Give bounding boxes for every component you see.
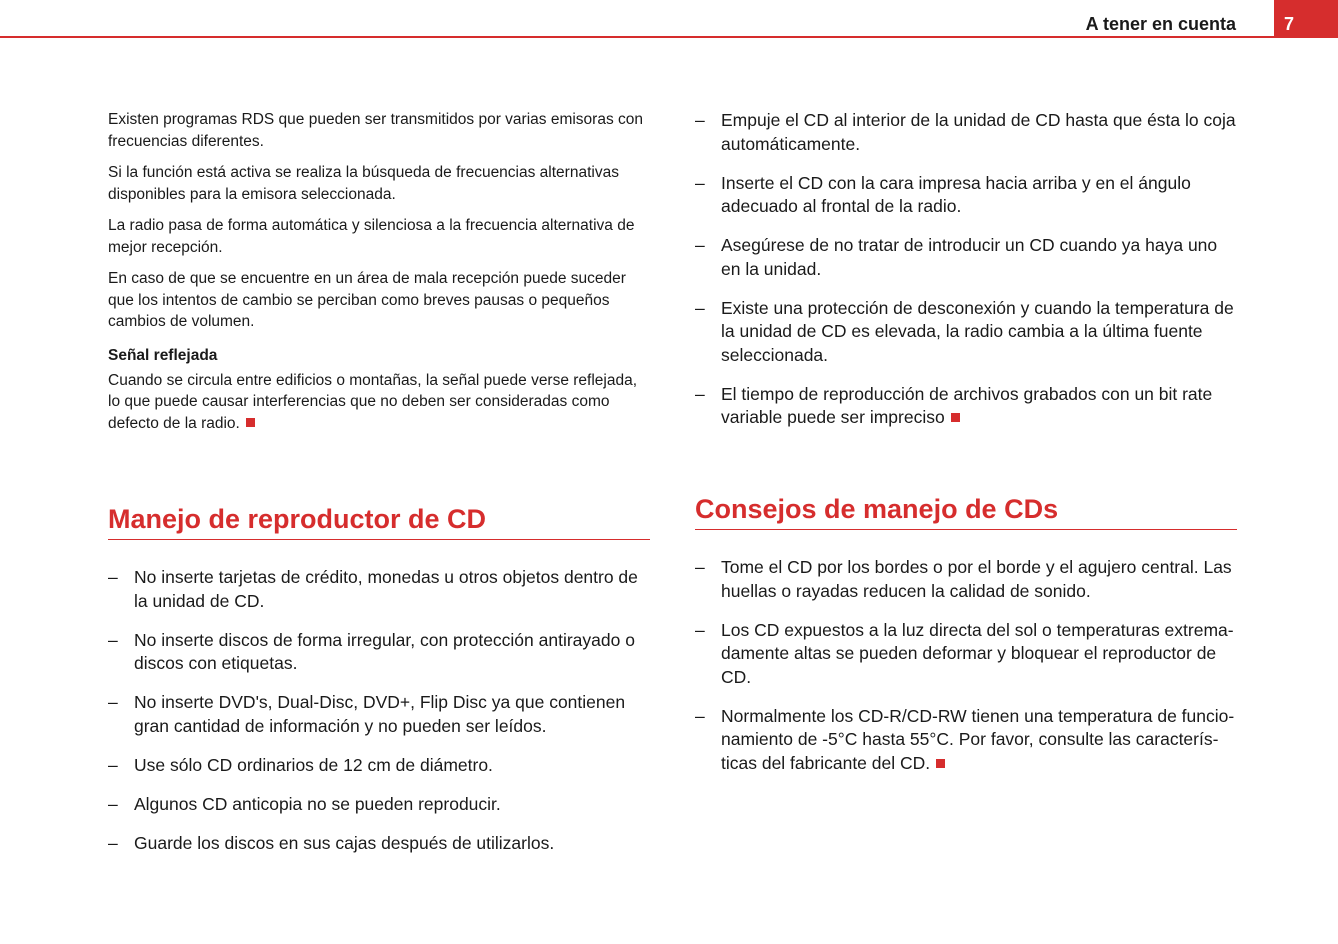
list-item: – No inserte DVD's, Dual-Disc, DVD+, Flip Disc ya que contienen gran cantidad de información y no pueden ser leídos. xyxy=(108,692,626,736)
right-top xyxy=(695,109,1237,445)
paragraph-senal-reflejada: Cuando se circula entre edificios o montañas, la señal puede verse reflejada, lo que puede causar interferencias que no deben ser consideradas como defecto de la radio. xyxy=(108,371,638,432)
paragraph: En caso de que se encuentre en un área de mala recepción puede suceder que los intentos de cambio se perciban como breves pausas o pequeños cambios de volumen. xyxy=(108,270,626,330)
paragraph: Si la función está activa se realiza la búsqueda de frecuencias alternativas disponibles para la emisora seleccionada. xyxy=(108,164,619,203)
list-item: – Inserte el CD con la cara impresa hacia arriba y en el ángulo adecuado al frontal de la radio. xyxy=(695,172,1191,216)
paragraph: La radio pasa de forma automática y silenciosa a la frecuencia alternativa de mejor recepción. xyxy=(108,217,635,256)
end-marker-icon xyxy=(936,759,945,768)
left-intro xyxy=(108,109,650,444)
list-item: – Existe una protección de desconexión y cuando la temperatura de la unidad de CD es elevada, la radio cambia a la última fuente seleccionada. xyxy=(695,297,1234,365)
running-header: A tener en cuenta xyxy=(1085,14,1236,34)
list-item: – Asegúrese de no tratar de introducir un CD cuando ya haya uno en la unidad. xyxy=(695,235,1218,279)
list-item: – Use sólo CD ordinarios de 12 cm de diámetro. xyxy=(108,754,493,775)
end-marker-icon xyxy=(246,418,255,427)
section-title-manejo-cd: Manejo de reproductor de CD xyxy=(108,503,650,540)
list-item: – El tiempo de reproducción de archivos grabados con un bit rate variable puede ser impreciso xyxy=(695,383,1213,427)
paragraph: Existen programas RDS que pueden ser transmitidos por varias emisoras con frecuencias diferentes. xyxy=(108,111,643,150)
list-item: – No inserte discos de forma irregular, con protección antirayado o discos con etiquetas. xyxy=(108,629,635,673)
end-marker-icon xyxy=(951,413,960,422)
page-number: 7 xyxy=(1284,14,1295,34)
section-manejo-cd xyxy=(108,503,650,871)
section-consejos-cd xyxy=(695,493,1237,791)
list-item: – Algunos CD anticopia no se pueden reproducir. xyxy=(108,793,501,814)
list-item: – Los CD expuestos a la luz directa del sol o temperaturas extremadamente altas se pueden deformar y bloquear el reproductor de CD. xyxy=(695,619,1234,687)
list-cd-insert xyxy=(695,109,1237,430)
page-number-box xyxy=(1274,0,1338,38)
list-consejos-cd xyxy=(695,556,1237,775)
list-item: – Tome el CD por los bordes o por el borde y el agujero central. Las huellas o rayadas reducen la calidad de sonido. xyxy=(695,557,1232,601)
subheading-senal-reflejada: Señal reflejada xyxy=(108,346,218,364)
list-item: – No inserte tarjetas de crédito, monedas u otros objetos dentro de la unidad de CD. xyxy=(108,567,638,611)
header-rule xyxy=(0,36,1338,38)
list-item: – Normalmente los CD-R/CD-RW tienen una temperatura de funcionamiento de -5°C hasta 55°C. Por favor, consulte las características del fabricante del CD. xyxy=(695,705,1235,773)
list-item: – Empuje el CD al interior de la unidad de CD hasta que ésta lo coja automáticamente. xyxy=(695,110,1236,154)
list-item: – Guarde los discos en sus cajas después de utilizarlos. xyxy=(108,832,555,853)
list-manejo-cd xyxy=(108,566,650,855)
section-title-consejos-cd: Consejos de manejo de CDs xyxy=(695,493,1237,530)
